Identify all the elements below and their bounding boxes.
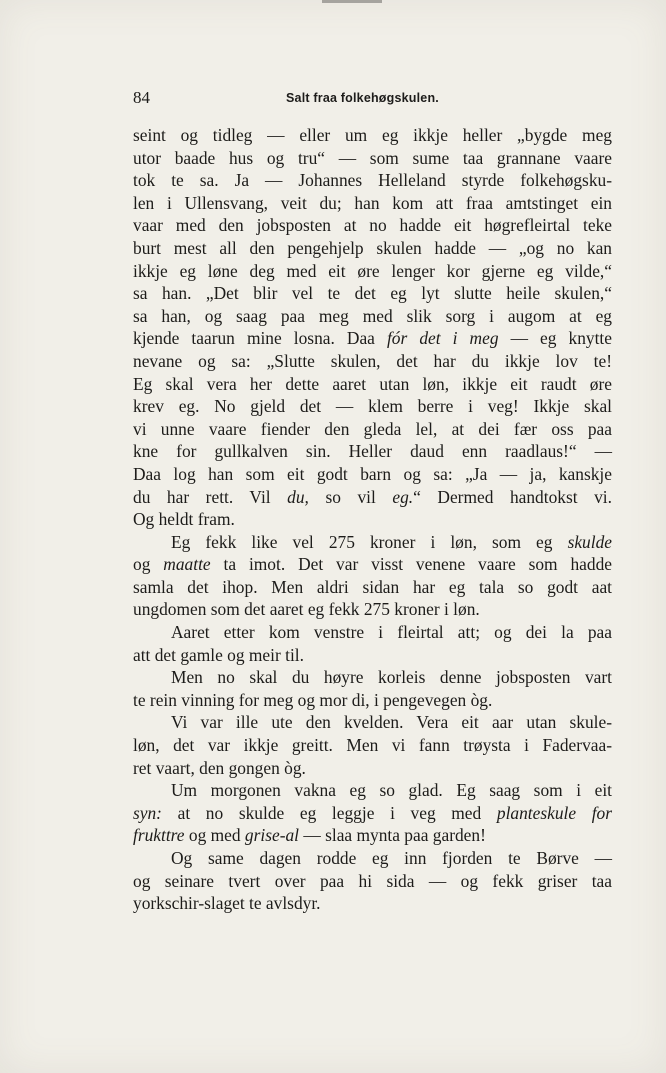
page-header <box>133 88 613 112</box>
italic-text: skulde <box>567 531 612 552</box>
text-line <box>133 418 612 441</box>
text-line <box>133 192 612 215</box>
text-line <box>133 260 612 283</box>
text-line <box>133 598 612 621</box>
paragraph <box>133 711 612 779</box>
text-line <box>133 553 612 576</box>
text-run: krev eg. No gjeld det — klem berre i veg! Ikkje skal <box>133 396 612 417</box>
paragraph <box>133 531 612 621</box>
text-run: løn, det var ikkje greitt. Men vi fann trøysta i Fadervaa- <box>133 735 612 756</box>
text-run: len i Ullensvang, veit du; han kom att fraa amtstinget ein <box>133 192 612 213</box>
text-run: att det gamle og meir til. <box>133 644 304 665</box>
text-line <box>133 169 612 192</box>
text-line <box>133 757 612 780</box>
text-run: vaar med den jobsposten at no hadde eit høgrefleirtal teke <box>133 215 612 236</box>
text-line <box>133 350 612 373</box>
text-line <box>133 892 612 915</box>
text-run: ta imot. Det var visst venene vaare som hadde <box>210 554 612 575</box>
italic-text: fór det i meg <box>386 328 499 349</box>
text-run: te rein vinning for meg og mor di, i pengevegen òg. <box>133 689 493 710</box>
text-run: — slaa mynta paa garden! <box>299 825 486 846</box>
paragraph <box>133 666 612 711</box>
text-run: so vil <box>308 486 393 507</box>
text-run: burt mest all den pengehjelp skulen hadde — „og no kan <box>133 237 612 258</box>
text-run: Eg skal vera her dette aaret utan løn, ikkje eit raudt øre <box>133 373 612 394</box>
text-line <box>133 734 612 757</box>
text-line <box>133 870 612 893</box>
page-number: 84 <box>133 88 150 107</box>
text-run: Vi var ille ute den kvelden. Vera eit aar utan skule- <box>171 712 612 733</box>
text-run: du har rett. Vil <box>133 486 288 507</box>
text-run: Men no skal du høyre korleis denne jobsposten vart <box>171 667 612 688</box>
italic-text: grise-al <box>244 825 300 846</box>
text-line <box>133 508 612 531</box>
text-line <box>133 621 612 644</box>
text-line <box>133 802 612 825</box>
text-line <box>133 666 612 689</box>
italic-text: frukttre <box>133 825 185 846</box>
text-run: at no skulde eg leggje i veg med <box>161 802 497 823</box>
text-run: yorkschir-slaget te avlsdyr. <box>133 893 321 914</box>
body-text <box>133 124 612 915</box>
italic-text: eg. <box>392 486 414 507</box>
text-run: kne for gullkalven sin. Heller daud enn raadlaus!“ — <box>133 441 612 462</box>
text-run: — eg knytte <box>498 328 612 349</box>
text-run: samla det ihop. Men aldri sidan har eg tala so godt aat <box>133 576 612 597</box>
text-run: og <box>133 554 164 575</box>
text-line <box>133 779 612 802</box>
text-run: “ Dermed handtokst vi. <box>413 486 612 507</box>
text-run: og med <box>184 825 245 846</box>
text-line <box>133 147 612 170</box>
text-line <box>133 463 612 486</box>
text-run: og seinare tvert over paa hi sida — og fekk griser taa <box>133 870 612 891</box>
text-line <box>133 847 612 870</box>
text-run: Aaret etter kom venstre i fleirtal att; og dei la paa <box>171 622 612 643</box>
text-run: sa han, og saag paa meg med slik sorg i augom at eg <box>133 305 612 326</box>
text-run: vi unne vaare fiender den gleda lel, at dei fær oss paa <box>133 418 612 439</box>
text-line <box>133 711 612 734</box>
text-run: nevane og sa: „Slutte skulen, det har du ikkje lov te! <box>133 350 612 371</box>
text-run: Daa log han som eit godt barn og sa: „Ja — ja, kanskje <box>133 463 612 484</box>
text-line <box>133 486 612 509</box>
text-line <box>133 531 612 554</box>
italic-text: planteskule for <box>496 802 613 823</box>
paragraph <box>133 124 612 531</box>
text-line <box>133 214 612 237</box>
text-run: ret vaart, den gongen òg. <box>133 757 306 778</box>
text-line <box>133 282 612 305</box>
text-line <box>133 689 612 712</box>
text-line <box>133 395 612 418</box>
text-run: tok te sa. Ja — Johannes Helleland styrde folkehøgsku- <box>133 170 612 191</box>
text-run: seint og tidleg — eller um eg ikkje heller „bygde meg <box>133 125 612 145</box>
text-line <box>133 440 612 463</box>
running-head: Salt fraa folkehøgskulen. <box>286 91 439 105</box>
text-line <box>133 373 612 396</box>
text-line <box>133 237 612 260</box>
text-run: sa han. „Det blir vel te det eg lyt slutte heile skulen,“ <box>133 283 612 304</box>
text-line <box>133 327 612 350</box>
paragraph <box>133 847 612 915</box>
text-run: Og same dagen rodde eg inn fjorden te Børve — <box>171 848 612 868</box>
scan-mark <box>322 0 382 3</box>
text-line <box>133 644 612 667</box>
text-run: Og heldt fram. <box>133 509 235 530</box>
text-line <box>133 124 612 147</box>
italic-text: maatte <box>163 554 211 575</box>
paragraph <box>133 621 612 666</box>
text-run: utor baade hus og tru“ — som sume taa grannane vaare <box>133 147 612 168</box>
text-line <box>133 576 612 599</box>
text-run: ikkje eg løne deg med eit øre lenger kor gjerne eg vilde,“ <box>133 260 612 281</box>
paragraph <box>133 779 612 847</box>
text-run: ungdomen som det aaret eg fekk 275 kroner i løn. <box>133 599 480 620</box>
italic-text: syn: <box>133 802 162 823</box>
text-run: Um morgonen vakna eg so glad. Eg saag som i eit <box>171 780 612 801</box>
italic-text: du, <box>287 486 309 507</box>
text-run: kjende taarun mine losna. Daa <box>133 328 387 349</box>
text-run: Eg fekk like vel 275 kroner i løn, som eg <box>171 531 568 552</box>
text-line <box>133 824 612 847</box>
text-line <box>133 305 612 328</box>
